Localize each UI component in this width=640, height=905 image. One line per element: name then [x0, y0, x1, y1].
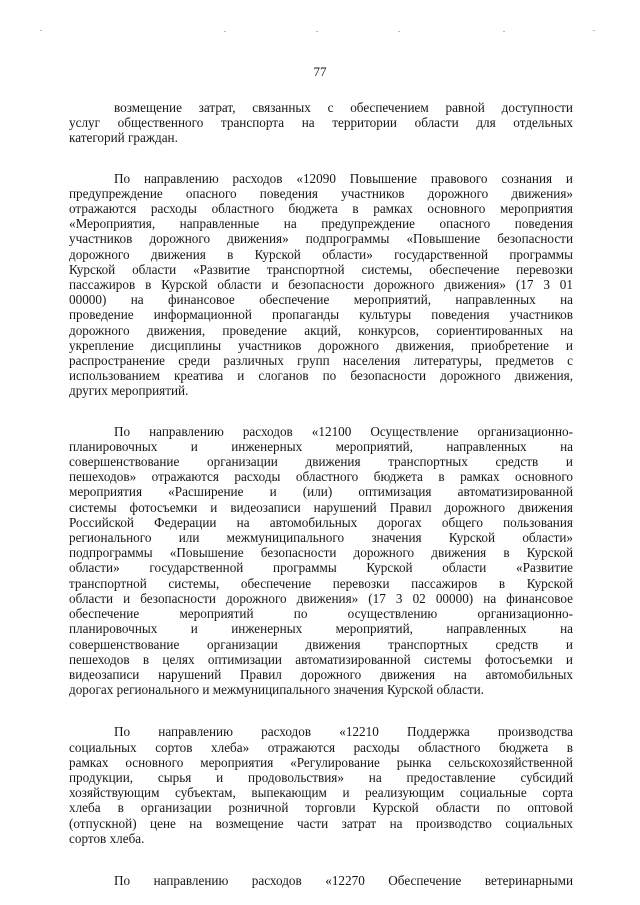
text-line: совершенствование организации движения транспортных средств и: [69, 454, 573, 470]
paragraph-4: [69, 724, 573, 846]
text-line: дорожного движения, проведение акций, конкурсов, сориентированных на: [69, 322, 573, 338]
text-line: подпрограммы «Повышение безопасности дорожного движения в Курской: [69, 545, 573, 561]
text-line: хлеба в организации розничной торговли Курской области по оптовой: [69, 800, 573, 816]
text-line: пешеходов в целях оптимизации автоматизированной системы фотосъемки и: [69, 651, 573, 667]
text-line: системы фотосъемки и видеозаписи нарушений Правил дорожного движения: [69, 499, 573, 515]
text-line: дорогах регионального и межмуниципального значения Курской области.: [69, 682, 484, 698]
text-line: видеозаписи нарушений Правил дорожного движения на автомобильных: [69, 666, 573, 682]
text-line: совершенствование организации движения транспортных средств и: [69, 636, 573, 652]
paragraph-2: [69, 171, 573, 399]
text-line: обеспечение мероприятий по осуществлению организационно-: [69, 606, 573, 622]
text-line: (отпускной) цене на возмещение части затрат на производство социальных: [69, 815, 573, 831]
text-line: отражаются расходы областного бюджета в рамках основного мероприятия: [69, 201, 573, 217]
paragraph-5: [69, 873, 573, 888]
text-line: использованием креатива и слоганов по безопасности дорожного движения,: [69, 368, 573, 384]
paragraph-1: [69, 100, 573, 146]
text-line: области» государственной программы Курской области «Развитие: [69, 560, 573, 576]
text-line: социальных сортов хлеба» отражаются расходы областного бюджета в: [69, 739, 573, 755]
text-line: предупреждение опасного поведения участников дорожного движения»: [69, 185, 573, 201]
text-line: регионального или межмуниципального значения Курской области»: [69, 530, 573, 546]
text-line: дорожного движения в Курской области» государственной программы: [69, 246, 573, 262]
text-line: 00000) на финансовое обеспечение мероприятий, направленных на: [69, 292, 573, 308]
scan-speck: [224, 31, 226, 32]
scan-speck: [593, 30, 595, 31]
text-line: укрепление дисциплины участников дорожного движения, приобретение и: [69, 337, 573, 353]
text-line: мероприятия «Расширение и (или) оптимизация автоматизированной: [69, 484, 573, 500]
text-line: хозяйствующим субъектам, выпекающим и реализующим социальные сорта: [69, 785, 573, 801]
text-line: возмещение затрат, связанных с обеспечением равной доступности: [114, 100, 573, 115]
text-line: пешеходов» отражаются расходы областного бюджета в рамках основного: [69, 469, 573, 485]
text-line: планировочных и инженерных мероприятий, направленных на: [69, 621, 573, 637]
text-line: рамках основного мероприятия «Регулирование рынка сельскохозяйственной: [69, 754, 573, 770]
text-line: планировочных и инженерных мероприятий, направленных на: [69, 438, 573, 454]
text-line: продукции, сырья и продовольствия» на предоставление субсидий: [69, 769, 573, 785]
scan-speck: [40, 30, 42, 31]
text-line: пассажиров в Курской области и безопасности дорожного движения» (17 3 01: [69, 277, 573, 293]
text-line: «Мероприятия, направленные на предупреждение опасного поведения: [69, 216, 573, 232]
text-line: участников дорожного движения» подпрограммы «Повышение безопасности: [69, 231, 573, 247]
text-line: категорий граждан.: [69, 130, 178, 146]
text-line: сортов хлеба.: [69, 830, 145, 846]
text-line: транспортной системы, обеспечение перевозки пассажиров в Курской: [69, 575, 573, 591]
text-line: По направлению расходов «12100 Осуществление организационно-: [114, 423, 573, 439]
text-line: области и безопасности дорожного движения» (17 3 02 00000) на финансовое: [69, 590, 573, 606]
text-line: других мероприятий.: [69, 383, 189, 399]
text-line: Курской области «Развитие транспортной системы, обеспечение перевозки: [69, 261, 573, 277]
scan-speck: [503, 31, 505, 32]
scan-speck: [398, 31, 400, 32]
text-line: проведение информационной пропаганды культуры поведения участников: [69, 307, 573, 323]
text-line: распространение среди различных групп населения литературы, предметов с: [69, 353, 573, 369]
page-number: 77: [313, 64, 327, 79]
text-line: По направлению расходов «12210 Поддержка производства: [114, 724, 573, 740]
text-line: По направлению расходов «12090 Повышение правового сознания и: [114, 170, 573, 186]
text-line: услуг общественного транспорта на территории области для отдельных: [69, 115, 573, 131]
document-body: [69, 100, 573, 888]
paragraph-3: [69, 424, 573, 698]
text-line: По направлению расходов «12270 Обеспечение ветеринарными: [114, 872, 573, 888]
text-line: Российской Федерации на автомобильных дорогах общего пользования: [69, 514, 573, 530]
scan-speck: [316, 31, 318, 32]
